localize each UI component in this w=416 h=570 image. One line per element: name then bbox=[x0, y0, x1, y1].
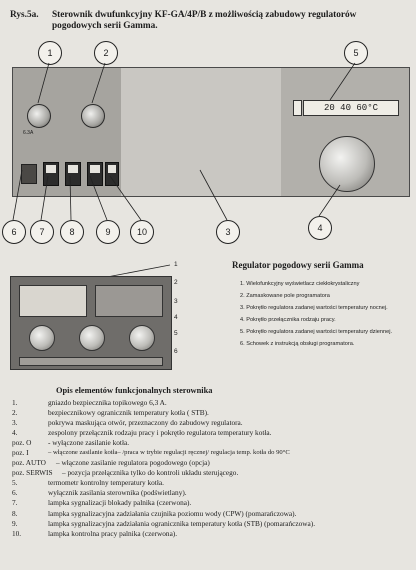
figure-title-line2: pogodowych serii Gamma. bbox=[52, 21, 158, 31]
function-row bbox=[12, 529, 412, 539]
gamma-legend-item: 4. Pokrętło przełącznika rodzaju pracy. bbox=[240, 317, 336, 323]
gamma-legend-item: 6. Schowek z instrukcją obsługi programatora. bbox=[240, 341, 355, 347]
function-key: 8. bbox=[12, 508, 18, 518]
function-text: lampka kontrolna pracy palnika (czerwona). bbox=[48, 528, 178, 538]
gamma-day-knob[interactable] bbox=[129, 325, 155, 351]
functions-list bbox=[12, 398, 412, 539]
function-row bbox=[12, 408, 412, 418]
fuse-label: 6.3A bbox=[23, 130, 34, 136]
callout-3: 3 bbox=[216, 220, 240, 244]
function-key: 7. bbox=[12, 498, 18, 508]
gamma-legend-item: 2. Zamaskowane pole programatora bbox=[240, 293, 330, 299]
function-text: – włączone zasilanie kotła– /praca w trybie regulacji ręcznej/ regulacja temp. kotła do 90°C bbox=[48, 449, 290, 457]
function-text: - wyłączone zasilanie kotła. bbox=[48, 438, 130, 448]
function-text: termometr kontrolny temperatury kotła. bbox=[48, 478, 164, 488]
function-text: pokrywa maskująca otwór, przeznaczony do zabudowy regulatora. bbox=[48, 418, 243, 428]
function-key: poz. I bbox=[12, 448, 29, 458]
gamma-regulator-illustration bbox=[10, 276, 172, 370]
function-key: 3. bbox=[12, 418, 18, 428]
function-text: gniazdo bezpiecznika topikowego 6,3 A. bbox=[48, 398, 167, 407]
function-text: – włączone zasilanie regulatora pogodowego (opcja) bbox=[56, 458, 210, 468]
callout-10: 10 bbox=[130, 220, 154, 244]
function-row bbox=[12, 468, 412, 478]
gamma-legend-item: 5. Pokrętło regulatora zadanej wartości temperatury dziennej. bbox=[240, 329, 393, 335]
gamma-night-knob[interactable] bbox=[29, 325, 55, 351]
gamma-callout-1: 1 bbox=[174, 261, 178, 268]
gamma-legend-item: 3. Pokrętło regulatora zadanej wartości temperatury nocnej. bbox=[240, 305, 388, 311]
function-key: 6. bbox=[12, 488, 18, 498]
gamma-legend bbox=[240, 281, 412, 353]
gamma-programmer-cover bbox=[95, 285, 163, 317]
functions-title: Opis elementów funkcjonalnych sterownika bbox=[56, 386, 213, 395]
gamma-callout-3: 3 bbox=[174, 298, 178, 305]
function-row bbox=[12, 438, 412, 448]
gamma-callout-4: 4 bbox=[174, 314, 178, 321]
callout-6: 6 bbox=[2, 220, 26, 244]
function-text: lampka sygnalizacyjna zadziałania czujnika poziomu wody (CPW) (pomarańczowa). bbox=[48, 508, 297, 518]
callout-1: 1 bbox=[38, 41, 62, 65]
callout-2: 2 bbox=[94, 41, 118, 65]
function-text: wyłącznik zasilania sterownika (podświetlany). bbox=[48, 488, 187, 498]
function-text: – pozycja przełącznika tylko do kontroli układu sterującego. bbox=[62, 468, 239, 478]
function-text: lampka sygnalizacyjna zadziałania ogranicznika temperatury kotła (STB) (pomarańczowa). bbox=[48, 518, 316, 528]
function-row bbox=[12, 418, 412, 428]
function-key: poz. O bbox=[12, 438, 32, 448]
callout-7: 7 bbox=[30, 220, 54, 244]
gamma-callout-5: 5 bbox=[174, 330, 178, 337]
function-row bbox=[12, 488, 412, 498]
function-key: 1. bbox=[12, 398, 18, 407]
gamma-callout-6: 6 bbox=[174, 348, 178, 355]
function-key: poz. AUTO bbox=[12, 458, 46, 468]
function-key: 9. bbox=[12, 518, 18, 528]
callout-9: 9 bbox=[96, 220, 120, 244]
function-key: 10. bbox=[12, 528, 22, 538]
function-row bbox=[12, 448, 412, 458]
thermometer-display: 20 40 60°C bbox=[303, 100, 399, 116]
callout-5: 5 bbox=[344, 41, 368, 65]
function-row bbox=[12, 458, 412, 468]
gamma-manual-drawer[interactable] bbox=[19, 357, 163, 366]
function-text: bezpiecznikowy ogranicznik temperatury kotła ( STB). bbox=[48, 408, 209, 418]
function-key: 4. bbox=[12, 428, 18, 438]
function-row bbox=[12, 519, 412, 529]
gamma-mode-knob[interactable] bbox=[79, 325, 105, 351]
function-key: 5. bbox=[12, 478, 18, 488]
callout-4: 4 bbox=[308, 216, 332, 240]
function-row bbox=[12, 428, 412, 438]
function-row bbox=[12, 398, 412, 408]
function-text: lampka sygnalizacji blokady palnika (czerwona). bbox=[48, 498, 192, 508]
figure-label: Rys.5a. bbox=[10, 10, 39, 20]
gamma-legend-item: 1. Wielofunkcyjny wyświetlacz ciekłokrystaliczny bbox=[240, 281, 360, 287]
function-key: poz. SERWIS bbox=[12, 468, 53, 478]
function-row bbox=[12, 478, 412, 488]
function-text: zespolony przełącznik rodzaju pracy i pokrętło regulatora temperatury kotła. bbox=[48, 428, 272, 438]
function-row bbox=[12, 498, 412, 508]
gamma-title: Regulator pogodowy serii Gamma bbox=[232, 260, 364, 270]
gamma-callout-2: 2 bbox=[174, 279, 178, 286]
function-row bbox=[12, 509, 412, 519]
gamma-lcd bbox=[19, 285, 87, 317]
function-key: 2. bbox=[12, 408, 18, 418]
callout-8: 8 bbox=[60, 220, 84, 244]
figure-title-line1: Sterownik dwufunkcyjny KF-GA/4P/B z możliwością zabudowy regulatorów bbox=[52, 10, 357, 20]
